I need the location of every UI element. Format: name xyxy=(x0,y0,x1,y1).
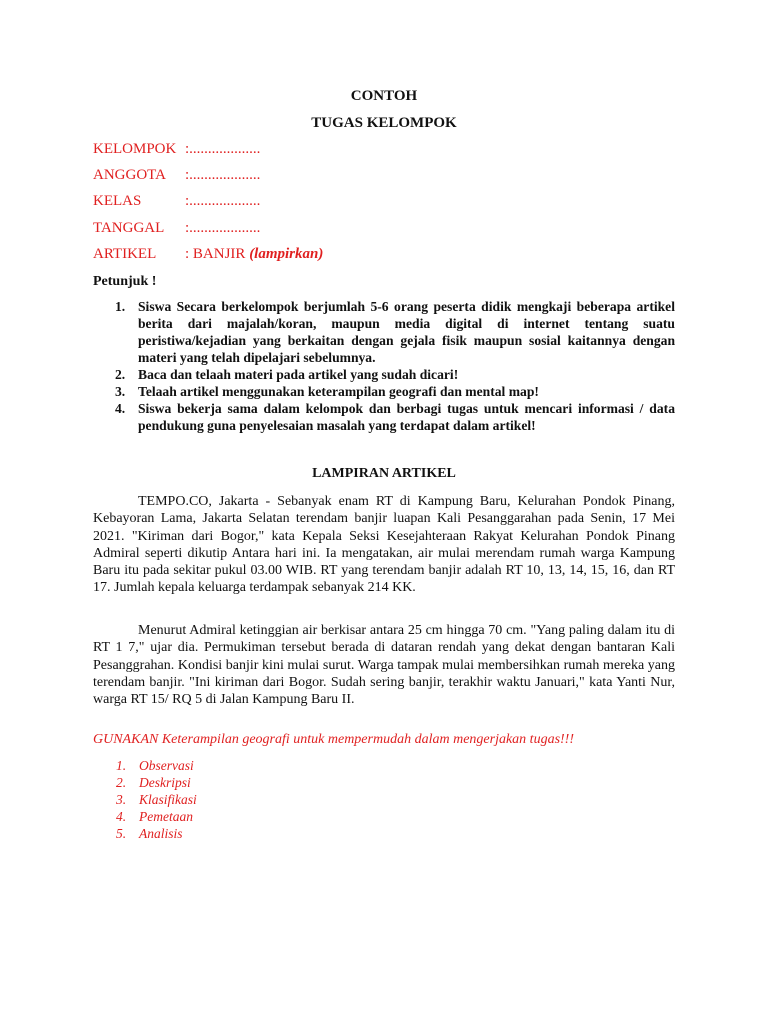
list-item xyxy=(93,383,675,400)
list-item xyxy=(93,400,675,434)
field-value-emphasis: (lampirkan) xyxy=(249,246,324,262)
field-value: :................... xyxy=(185,141,261,157)
document-subtitle: TUGAS KELOMPOK xyxy=(311,115,457,131)
list-number: 4. xyxy=(115,401,126,416)
skills-list xyxy=(93,757,197,842)
field-label: ANGGOTA xyxy=(93,167,166,183)
list-number: 1. xyxy=(116,758,127,773)
field-label: KELOMPOK xyxy=(93,141,177,157)
list-number: 3. xyxy=(115,384,126,399)
list-item xyxy=(93,825,197,842)
list-text: Analisis xyxy=(139,826,183,841)
article-paragraph-2: Menurut Admiral ketinggian air berkisar antara 25 cm hingga 70 cm. "Yang paling dalam itu di RT 1 7," ujar dia. Permukiman tersebut berada di dataran rendah yang dekat dengan bantaran Kali Pesanggrahan. Kondisi banjir kini mulai surut. Warga tampak mulai membersihkan rumah mereka yang terendam banjir. "Ini kiriman dari Bogor. Sudah sering banjir, terakhir waktu Januari," kata Yanti Nur, warga RT 15/ RQ 5 di Jalan Kampung Baru II. xyxy=(93,623,675,708)
list-item xyxy=(93,808,197,825)
list-number: 2. xyxy=(115,367,126,382)
instructions-list xyxy=(93,298,675,434)
skills-note: GUNAKAN Keterampilan geografi untuk mempermudah dalam mengerjakan tugas!!! xyxy=(93,732,574,747)
list-text: Baca dan telaah materi pada artikel yang sudah dicari! xyxy=(138,367,459,382)
list-number: 5. xyxy=(116,826,127,841)
list-number: 3. xyxy=(116,792,127,807)
list-number: 1. xyxy=(115,299,126,314)
field-value-text: : BANJIR xyxy=(185,246,250,262)
field-value: :................... xyxy=(185,220,261,236)
list-text: Observasi xyxy=(139,758,194,773)
field-value xyxy=(185,246,323,263)
field-label: KELAS xyxy=(93,193,142,209)
list-text: Siswa Secara berkelompok berjumlah 5-6 orang peserta didik mengkaji beberapa artikel berita dari majalah/koran, maupun media digital di internet tentang suatu peristiwa/kejadian yang berkaitan dengan gejala fisik maupun sosial kaitannya dengan materi yang telah dipelajari sebelumnya. xyxy=(138,299,675,365)
document-title: CONTOH xyxy=(350,88,418,104)
list-number: 4. xyxy=(116,809,127,824)
instructions-heading: Petunjuk ! xyxy=(93,274,157,289)
article-paragraph-1: TEMPO.CO, Jakarta - Sebanyak enam RT di Kampung Baru, Kelurahan Pondok Pinang, Kebayoran Lama, Jakarta Selatan terendam banjir luapan Kali Pesanggarahan pada Senin, 17 Mei 2021. "Kiriman dari Bogor," kata Kepala Seksi Kesejahteraan Rakyat Kelurahan Pondok Pinang Admiral seperti dikutip Antara hari ini. Ia mengatakan, air mulai merendam rumah warga Kampung Baru itu pada sekitar pukul 03.00 WIB. RT yang terendam banjir adalah RT 10, 13, 14, 15, 16, dan RT 17. Jumlah kepala keluarga terdampak sebanyak 214 KK. xyxy=(93,494,675,596)
field-value: :................... xyxy=(185,167,261,183)
list-item xyxy=(93,791,197,808)
list-text: Siswa bekerja sama dalam kelompok dan berbagi tugas untuk mencari informasi / data pendukung guna penyelesaian masalah yang terdapat dalam artikel! xyxy=(138,401,675,433)
list-item xyxy=(93,757,197,774)
field-label: TANGGAL xyxy=(93,220,165,236)
list-text: Klasifikasi xyxy=(139,792,197,807)
list-item xyxy=(93,298,675,366)
list-text: Telaah artikel menggunakan keterampilan geografi dan mental map! xyxy=(138,384,539,399)
article-heading: LAMPIRAN ARTIKEL xyxy=(312,466,456,481)
field-label: ARTIKEL xyxy=(93,246,157,262)
list-text: Pemetaan xyxy=(139,809,193,824)
list-number: 2. xyxy=(116,775,127,790)
list-item xyxy=(93,366,675,383)
field-value: :................... xyxy=(185,193,261,209)
list-item xyxy=(93,774,197,791)
list-text: Deskripsi xyxy=(139,775,191,790)
